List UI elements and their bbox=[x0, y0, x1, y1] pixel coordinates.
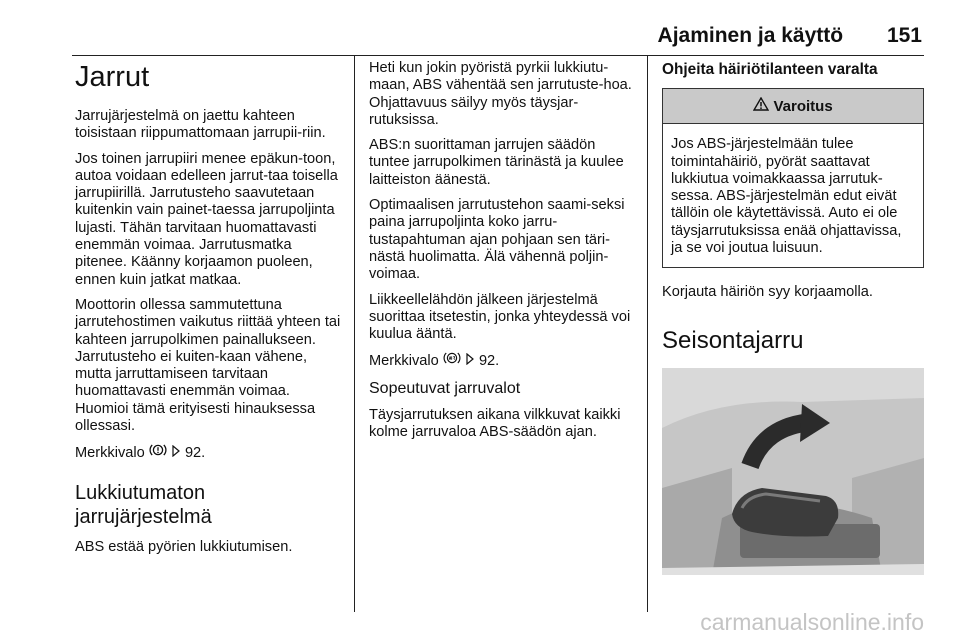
paragraph: Heti kun jokin pyöristä pyrkii lukkiutu-maan, ABS vähentää sen jarrutuste-hoa. Ohjattavuus säilyy myös täysjar-rutuksissa. bbox=[369, 60, 632, 128]
heading-jarrut: Jarrut bbox=[75, 61, 150, 93]
reference bbox=[369, 351, 635, 370]
paragraph: Jos toinen jarrupiiri menee epäkun-toon, autoa voidaan edelleen jarrut-taa toisella jarrupiirillä. Jarrutusteho saavutetaan kuitenkin vain painet-taessa jarrupoljinta lujasti. Tähän tarvitaan huomattavasti enemmän voimaa. Jarrutusmatka pitenee. Käänny korjaamon puoleen, ennen kuin jatkat matkaa. bbox=[75, 150, 338, 288]
paragraph: ABS:n suorittaman jarrujen säädön tuntee jarrupolkimen tärinästä ja kuulee laitteiston äänestä. bbox=[369, 137, 624, 188]
heading-parking-brake: Seisontajarru bbox=[662, 326, 804, 354]
column-divider-1 bbox=[354, 56, 355, 612]
paragraph: Optimaalisen jarrutustehon saami-seksi paina jarrupoljinta koko jarru-tustapahtuman ajan pohjaan sen täri-nästä huolimatta. Älä vähennä poljin-voimaa. bbox=[369, 197, 625, 283]
heading-adaptive-brake-lights: Sopeutuvat jarruvalot bbox=[369, 379, 521, 397]
page-header bbox=[658, 24, 922, 48]
reference-page: 92. bbox=[478, 353, 500, 370]
paragraph: Täysjarrutuksen aikana vilkkuvat kaikki kolme jarruvaloa ABS-säädön ajan. bbox=[369, 406, 621, 441]
paragraph: Korjauta häiriön syy korjaamolla. bbox=[662, 284, 873, 301]
paragraph: Jarrujärjestelmä on jaettu kahteen toisistaan riippumattomaan jarrupii-riin. bbox=[75, 108, 326, 142]
watermark: carmanualsonline.info bbox=[700, 609, 924, 635]
warning-box bbox=[662, 88, 924, 268]
warning-header bbox=[663, 89, 923, 124]
paragraph: Liikkeellelähdön jälkeen järjestelmä suorittaa itsetestin, jonka yhteydessä voi kuulua ääntä. bbox=[369, 291, 631, 343]
warning-text: Jos ABS-järjestelmään tulee toimintahäiriö, pyörät saattavat lukkiutua voimakkaassa jarrutuk-sessa. ABS-järjestelmän edut eivät tällöin ole käytettävissä. Auto ei ole täysjarrutuksissa enää ohjattavissa, ja se voi joutua luisuun. bbox=[671, 136, 902, 257]
page-reference-icon bbox=[465, 353, 475, 370]
reference-label: Merkkivalo bbox=[75, 445, 145, 462]
brake-warning-icon bbox=[149, 443, 167, 462]
paragraph: ABS estää pyörien lukkiutumisen. bbox=[75, 538, 293, 555]
page-number: 151 bbox=[886, 24, 922, 47]
warning-title: Varoitus bbox=[773, 98, 833, 115]
section-title: Ajaminen ja käyttö bbox=[657, 24, 844, 47]
parking-brake-image bbox=[662, 368, 924, 575]
abs-warning-icon bbox=[443, 351, 461, 370]
heading-abs: Lukkiutumaton jarrujärjestelmä bbox=[75, 481, 212, 528]
column-divider-2 bbox=[647, 56, 648, 612]
reference-label: Merkkivalo bbox=[369, 353, 439, 370]
column-3 bbox=[662, 60, 924, 575]
paragraph: Moottorin ollessa sammutettuna jarrutehostimen vaikutus riittää yhteen tai kahteen jarrupolkimen painallukseen. Jarrutusteho ei kuiten-kaan vähene, mutta jarruttamiseen tarvitaan huomattavasti enemmän voimaa. Huomioi tämä erityisesti hinauksessa ollessasi. bbox=[75, 296, 341, 435]
column-2 bbox=[369, 60, 635, 449]
column-1 bbox=[75, 56, 347, 564]
reference bbox=[75, 443, 347, 462]
page-reference-icon bbox=[171, 445, 181, 462]
heading-fault-instructions: Ohjeita häiriötilanteen varalta bbox=[662, 61, 878, 78]
warning-triangle-icon bbox=[753, 97, 769, 115]
reference-page: 92. bbox=[184, 445, 206, 462]
